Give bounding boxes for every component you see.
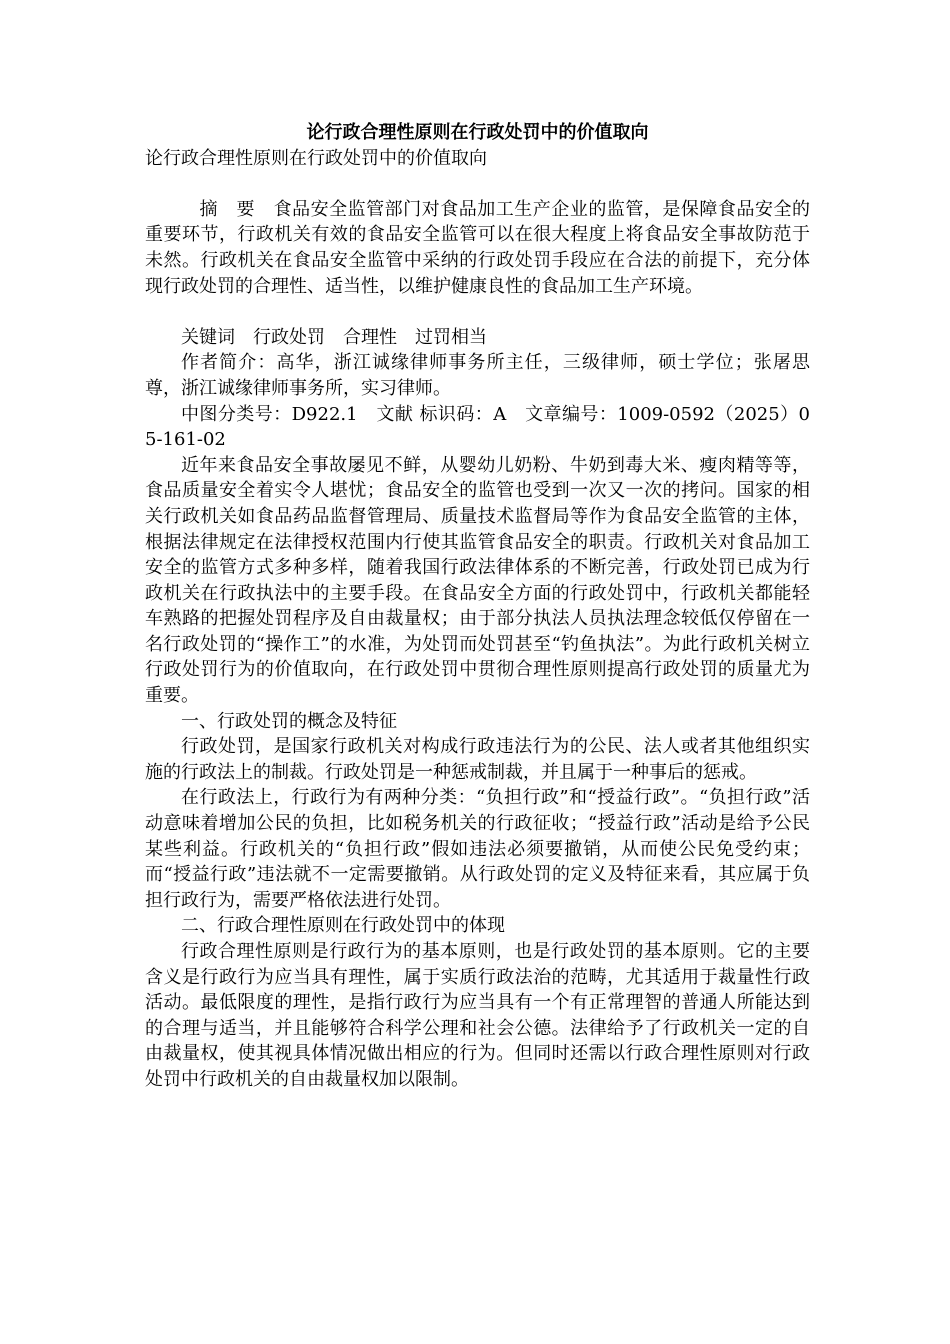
author-intro: 作者简介：高华，浙江诚缘律师事务所主任，三级律师，硕士学位；张屠思尊，浙江诚缘律师事务所，实习律师。 (145, 352, 810, 399)
document-title: 论行政合理性原则在行政处罚中的价值取向 (306, 122, 649, 143)
document-subtitle: 论行政合理性原则在行政处罚中的价值取向 (145, 147, 487, 169)
section1-heading: 一、行政处罚的概念及特征 (181, 710, 397, 732)
section1-paragraph-2: 在行政法上，行政行为有两种分类：“负担行政”和“授益行政”。“负担行政”活动意味着增加公民的负担，比如税务机关的行政征收；“授益行政”活动是给予公民某些利益。行政机关的“负担行政”假如违法必须要撤销，从而使公民免受约束；而“授益行政”违法就不一定需要撤销。从行政处罚的定义及特征来看，其应属于负担行政行为，需要严格依法进行处罚。 (145, 787, 810, 911)
section2-heading: 二、行政合理性原则在行政处罚中的体现 (181, 915, 505, 937)
intro-paragraph: 近年来食品安全事故屡见不鲜，从婴幼儿奶粉、牛奶到毒大米、瘦肉精等等，食品质量安全着实令人堪忧；食品安全的监管也受到一次又一次的拷问。国家的相关行政机关如食品药品监督管理局、质量技术监督局等作为食品安全监管的主体，根据法律规定在法律授权范围内行使其监管食品安全的职责。行政机关对食品加工安全的监管方式多种多样，随着我国行政法律体系的不断完善，行政处罚已成为行政机关在行政执法中的主要手段。在食品安全方面的行政处罚中，行政机关都能轻车熟路的把握处罚程序及自由裁量权；由于部分执法人员执法理念较低仅停留在一名行政处罚的“操作工”的水准，为处罚而处罚甚至“钓鱼执法”。为此行政机关树立行政处罚行为的价值取向，在行政处罚中贯彻合理性原则提高行政处罚的质量尤为重要。 (145, 454, 810, 707)
section2-paragraph-1: 行政合理性原则是行政行为的基本原则，也是行政处罚的基本原则。它的主要含义是行政行为应当具有理性，属于实质行政法治的范畴，尤其适用于裁量性行政活动。最低限度的理性，是指行政行为应当具有一个有正常理智的普通人所能达到的合理与适当，并且能够符合科学公理和社会公德。法律给予了行政机关一定的自由裁量权，使其视具体情况做出相应的行为。但同时还需以行政合理性原则对行政处罚中行政机关的自由裁量权加以限制。 (145, 941, 810, 1090)
abstract-paragraph: 摘 要 食品安全监管部门对食品加工生产企业的监管，是保障食品安全的重要环节，行政机关有效的食品安全监管可以在很大程度上将食品安全事故防范于未然。行政机关在食品安全监管中采纳的行政处罚手段应在合法的前提下，充分体现行政处罚的合理性、适当性，以维护健康良性的食品加工生产环境。 (145, 198, 810, 297)
blank-line (145, 299, 810, 325)
document-body (145, 120, 810, 1093)
classification-line: 中图分类号：D922.1 文献 标识码：A 文章编号：1009-0592（2025）05-161-02 (145, 403, 810, 451)
blank-line (145, 171, 810, 197)
keywords-line: 关键词 行政处罚 合理性 过罚相当 (181, 326, 487, 348)
section1-paragraph-1: 行政处罚，是国家行政机关对构成行政违法行为的公民、法人或者其他组织实施的行政法上的制裁。行政处罚是一种惩戒制裁，并且属于一种事后的惩戒。 (145, 736, 810, 783)
